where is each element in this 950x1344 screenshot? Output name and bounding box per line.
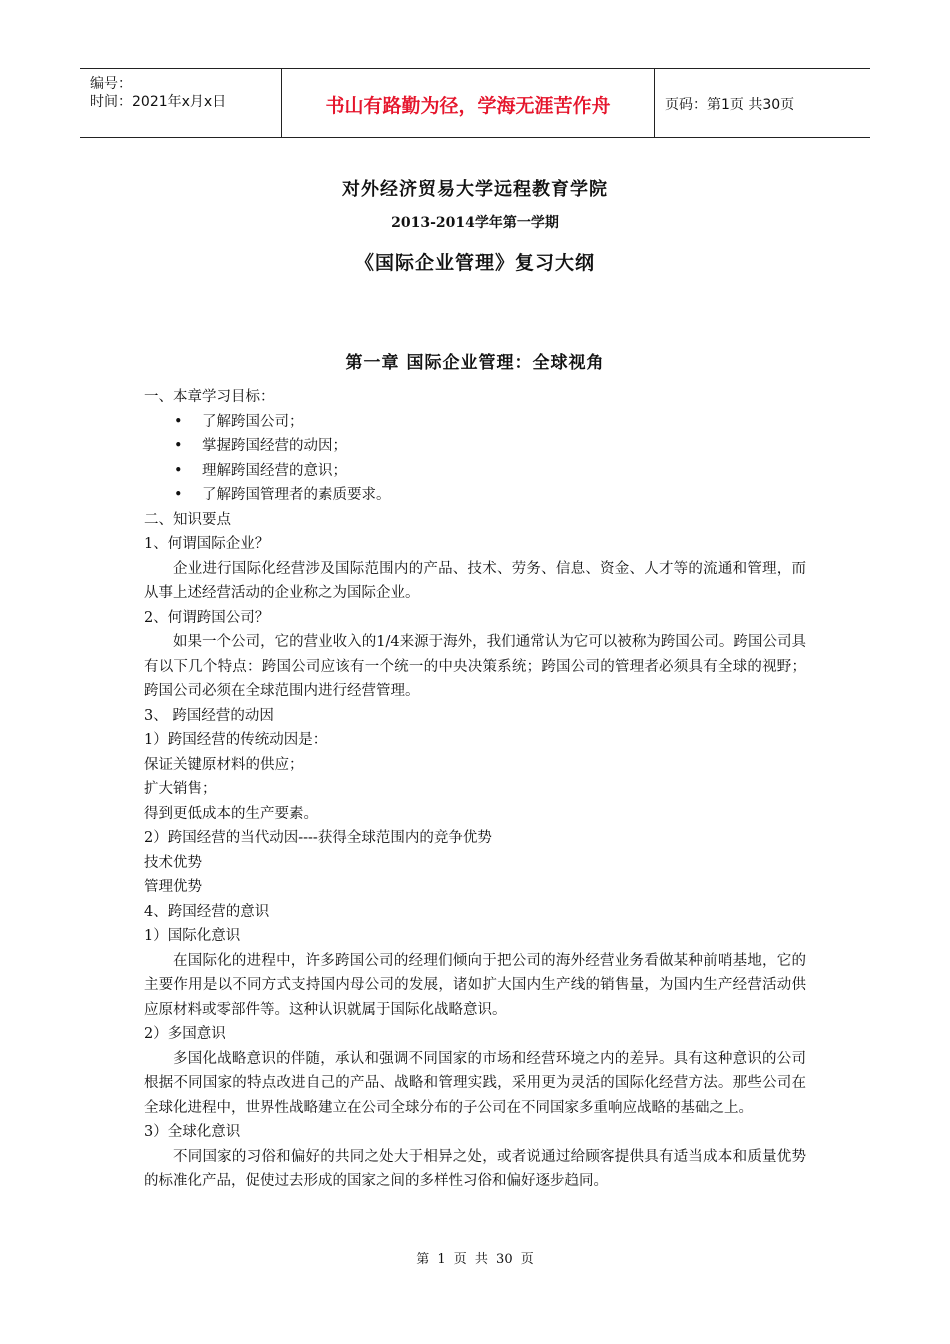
question-heading: 4、跨国经营的意识 xyxy=(144,903,270,920)
list-item xyxy=(144,410,806,435)
paragraph: 企业进行国际化经营涉及国际范围内的产品、技术、劳务、信息、资金、人才等的流通和管理，而从事上述经营活动的企业称之为国际企业。 xyxy=(144,560,806,601)
list-item-text: 了解跨国管理者的素质要求。 xyxy=(202,487,391,503)
plain-line: 得到更低成本的生产要素。 xyxy=(144,805,318,822)
sub-heading: 1）国际化意识 xyxy=(144,928,241,944)
paragraph: 多国化战略意识的伴随，承认和强调不同国家的市场和经营环境之内的差异。具有这种意识的公司根据不同国家的特点改进自己的产品、战略和管理实践，采用更为灵活的国际化经营方法。那些公司在全球化进程中，世界性战略建立在公司全球分布的子公司在不同国家多重响应战略的基础之上。 xyxy=(144,1050,806,1116)
bullet-icon: • xyxy=(174,438,183,454)
question-heading: 3、 跨国经营的动因 xyxy=(144,707,274,724)
page-header xyxy=(80,68,870,138)
plain-line: 技术优势 xyxy=(144,854,202,871)
plain-line: 管理优势 xyxy=(144,879,202,895)
document-number-label: 编号： xyxy=(90,76,132,92)
bullet-icon: • xyxy=(174,462,183,479)
paragraph: 在国际化的进程中，许多跨国公司的经理们倾向于把公司的海外经营业务看做某种前哨基地，它的主要作用是以不同方式支持国内母公司的发展，诸如扩大国内生产线的销售量，为国内生产经营活动供应原材料或零部件等。这种认识就属于国际化战略意识。 xyxy=(144,952,806,1018)
bullet-icon: • xyxy=(174,487,183,503)
question-heading: 1、何谓国际企业？ xyxy=(144,536,270,552)
sub-heading: 2）多国意识 xyxy=(144,1026,226,1042)
list-item xyxy=(144,459,806,484)
chapter-title: 第一章 国际企业管理：全球视角 xyxy=(345,353,605,373)
school-title: 对外经济贸易大学远程教育学院 xyxy=(342,179,608,200)
document-date-label: 时间：2021年x月x日 xyxy=(90,94,227,110)
page-footer: 第 1 页 共 30 页 xyxy=(416,1252,534,1267)
question-heading: 2、何谓跨国公司？ xyxy=(144,609,270,626)
header-page-cell xyxy=(655,69,870,137)
plain-line: 扩大销售； xyxy=(144,781,217,797)
plain-line: 保证关键原材料的供应； xyxy=(144,756,304,773)
header-page-info: 页码：第1页 共30页 xyxy=(665,97,795,113)
list-item xyxy=(144,483,806,508)
paragraph: 如果一个公司，它的营业收入的1/4来源于海外，我们通常认为它可以被称为跨国公司。跨国公司具有以下几个特点：跨国公司应该有一个统一的中央决策系统；跨国公司的管理者必须具有全球的视野；跨国公司必须在全球范围内进行经营管理。 xyxy=(144,634,806,699)
course-title: 《国际企业管理》复习大纲 xyxy=(354,252,595,274)
document-body xyxy=(144,385,806,1194)
sub-heading: 1）跨国经营的传统动因是： xyxy=(144,732,328,748)
term-title: 2013-2014学年第一学期 xyxy=(391,215,559,231)
header-motto: 书山有路勤为径，学海无涯苦作舟 xyxy=(325,95,611,117)
paragraph: 不同国家的习俗和偏好的共同之处大于相异之处，或者说通过给顾客提供具有适当成本和质量优势的标准化产品，促使过去形成的国家之间的多样性习俗和偏好逐步趋同。 xyxy=(144,1148,806,1189)
header-motto-cell xyxy=(282,69,655,137)
bullet-icon: • xyxy=(174,413,183,430)
section-heading-key-points: 二、知识要点 xyxy=(144,511,231,528)
list-item xyxy=(144,434,806,459)
sub-heading: 3）全球化意识 xyxy=(144,1124,241,1140)
list-item-text: 掌握跨国经营的动因； xyxy=(202,438,347,454)
header-meta-cell xyxy=(80,69,282,137)
sub-heading: 2）跨国经营的当代动因----获得全球范围内的竞争优势 xyxy=(144,830,492,846)
list-item-text: 理解跨国经营的意识； xyxy=(202,462,347,479)
section-heading-objectives: 一、本章学习目标： xyxy=(144,389,275,405)
list-item-text: 了解跨国公司； xyxy=(202,413,304,430)
